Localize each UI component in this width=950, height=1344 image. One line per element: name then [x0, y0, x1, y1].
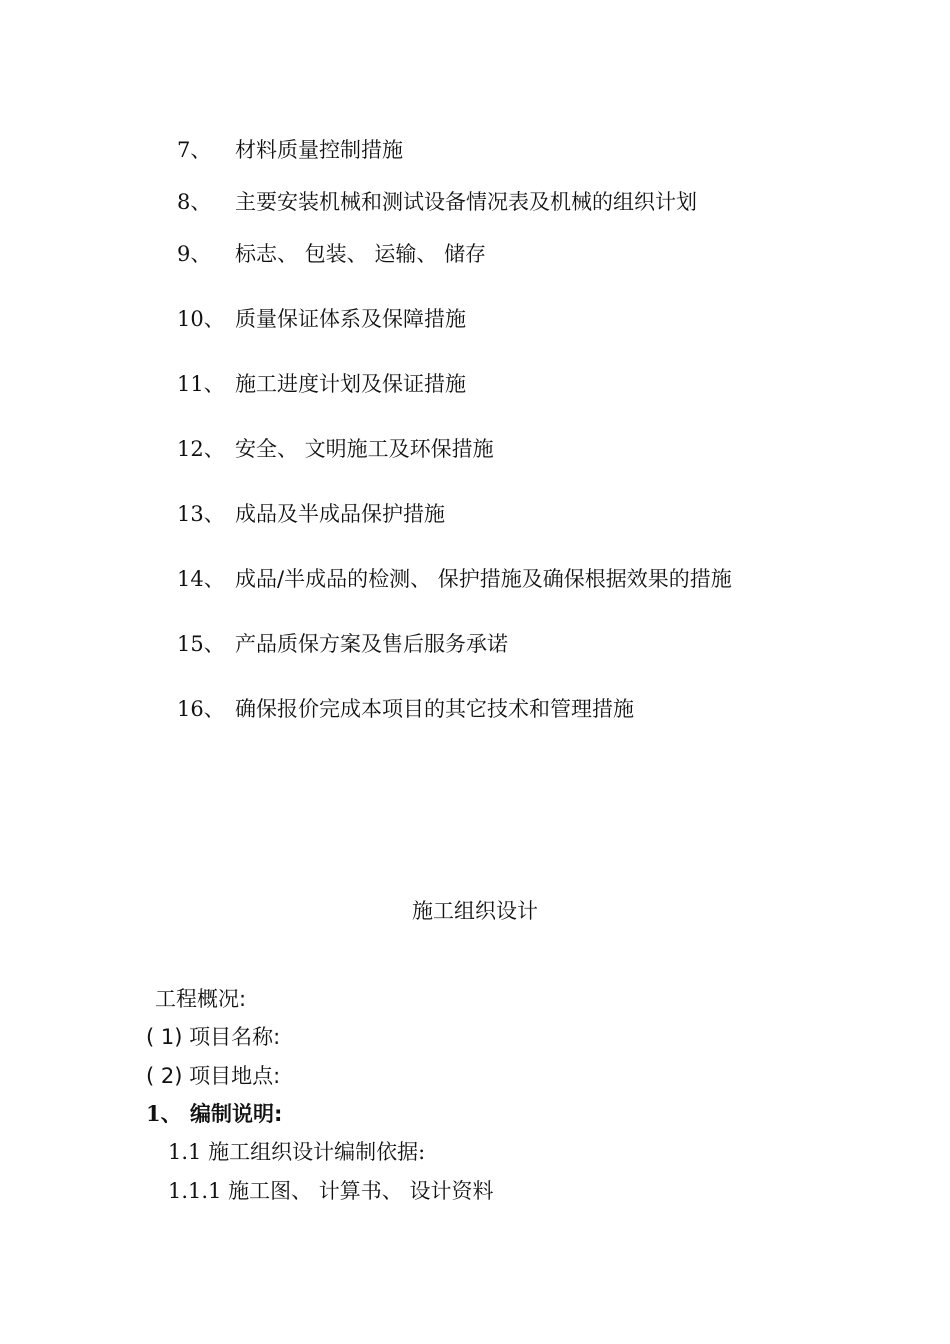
toc-item-number: 15、 — [177, 632, 225, 656]
section-title: 编制说明: — [190, 1102, 283, 1126]
toc-item-text: 成品/半成品的检测、 保护措施及确保根据效果的措施 — [235, 567, 732, 591]
subsection-1-1-1: 1.1.1 施工图、 计算书、 设计资料 — [168, 1179, 494, 1203]
project-location-label: ( 2) 项目地点: — [146, 1064, 281, 1088]
toc-item-number: 10、 — [177, 307, 225, 331]
toc-item-number: 12、 — [177, 437, 225, 461]
toc-item-number: 14、 — [177, 567, 225, 591]
toc-item-text: 标志、 包装、 运输、 储存 — [235, 242, 487, 266]
toc-item-text: 主要安装机械和测试设备情况表及机械的组织计划 — [235, 190, 697, 214]
toc-item-text: 施工进度计划及保证措施 — [235, 372, 466, 396]
toc-item-text: 产品质保方案及售后服务承诺 — [235, 632, 508, 656]
toc-item-text: 安全、 文明施工及环保措施 — [235, 437, 494, 461]
toc-item-number: 8、 — [177, 190, 212, 214]
toc-item-number: 7、 — [177, 138, 212, 162]
toc-item-text: 成品及半成品保护措施 — [235, 502, 445, 526]
toc-item-text: 确保报价完成本项目的其它技术和管理措施 — [235, 697, 634, 721]
toc-item-number: 11、 — [177, 372, 225, 396]
toc-item-number: 9、 — [177, 242, 212, 266]
overview-heading: 工程概况: — [155, 987, 247, 1011]
toc-item-number: 13、 — [177, 502, 225, 526]
toc-item-text: 材料质量控制措施 — [235, 138, 403, 162]
document-title: 施工组织设计 — [412, 899, 538, 923]
subsection-1-1: 1.1 施工组织设计编制依据: — [168, 1140, 426, 1164]
toc-item-text: 质量保证体系及保障措施 — [235, 307, 466, 331]
section-number: 1、 — [146, 1101, 182, 1126]
project-name-label: ( 1) 项目名称: — [146, 1025, 281, 1049]
section-1-heading — [146, 1099, 283, 1129]
toc-item-number: 16、 — [177, 697, 225, 721]
